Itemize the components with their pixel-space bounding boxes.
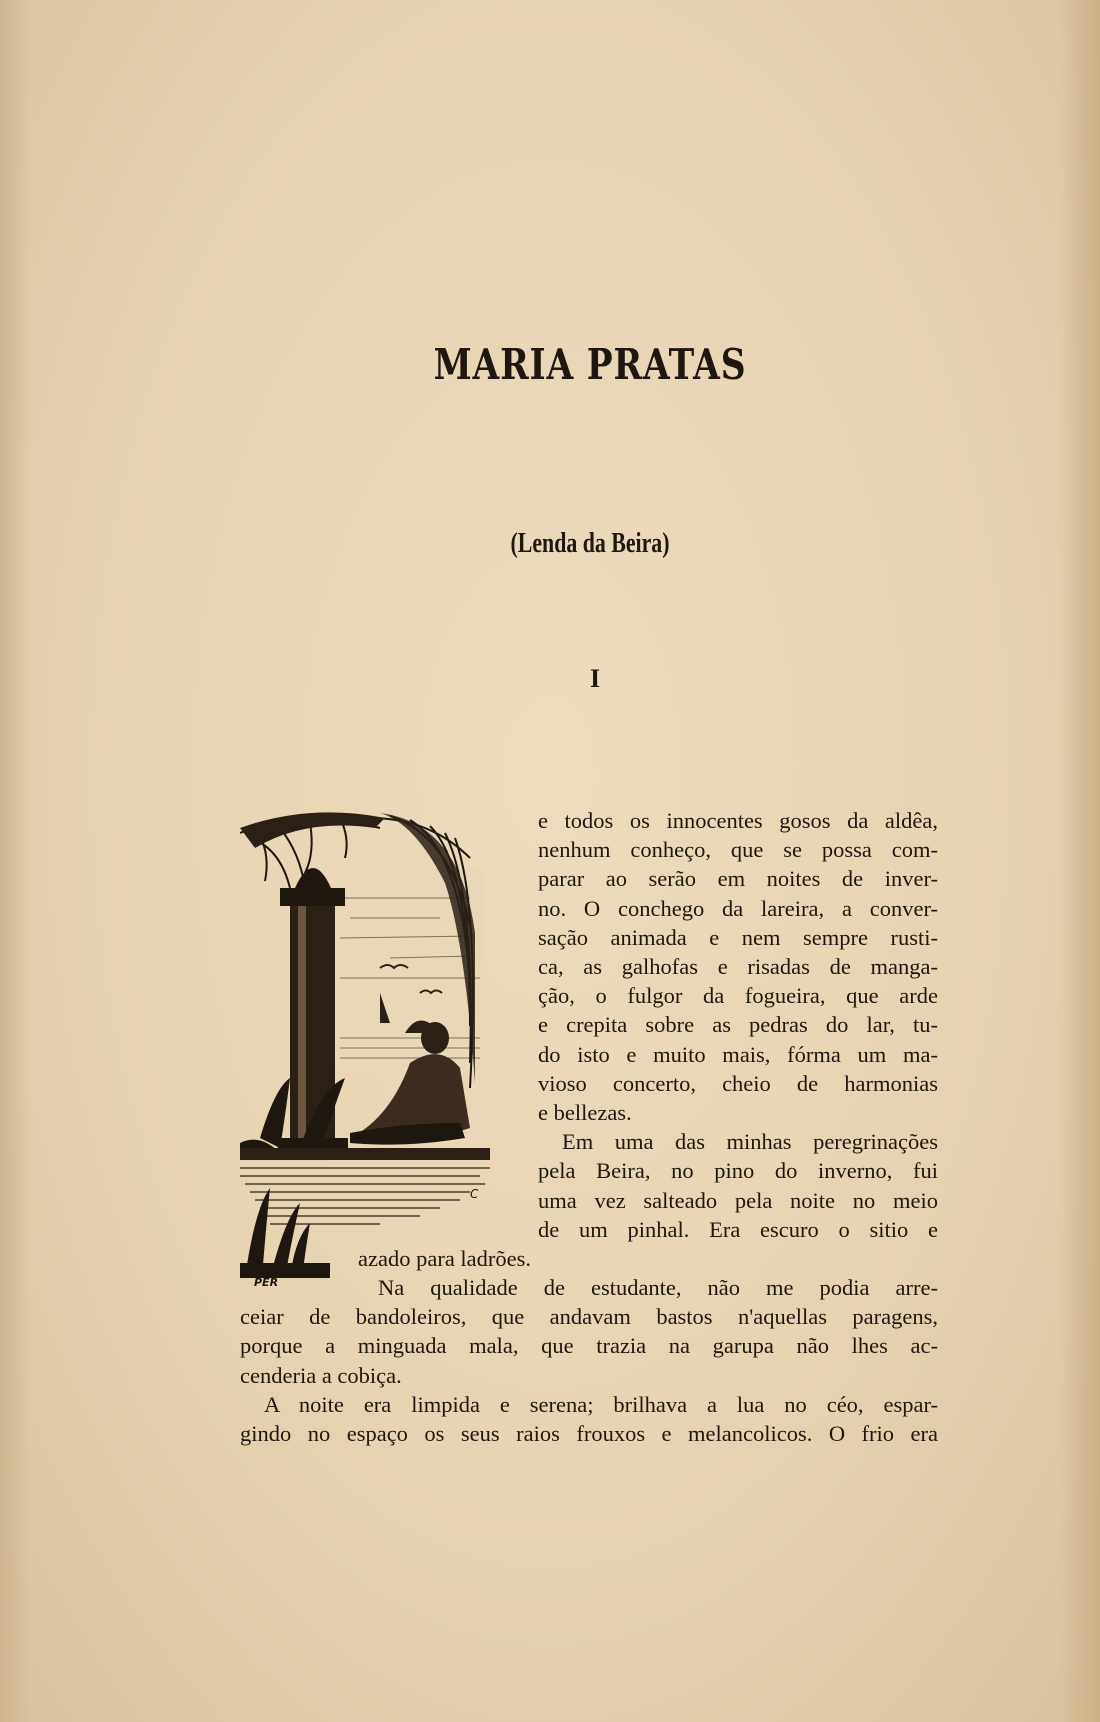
- text-line: ceiar de bandoleiros, que andavam bastos n'aquellas paragens,: [240, 1304, 938, 1330]
- chapter-title: MARIA PRATAS: [433, 340, 747, 389]
- engraver-signature: PER: [254, 1276, 279, 1289]
- text-line: sação animada e nem sempre rusti-: [538, 924, 938, 950]
- paragraph-full-width: [240, 1273, 938, 1448]
- page-edge-left: [0, 0, 30, 1722]
- text-line: pela Beira, no pino do inverno, fui: [538, 1158, 938, 1184]
- paragraph-tail: [358, 1244, 758, 1273]
- text-line: do isto e muito mais, fórma um ma-: [538, 1041, 938, 1067]
- text-line: gindo no espaço os seus raios frouxos e melancolicos. O frio era: [240, 1421, 938, 1447]
- text-line: cenderia a cobiça.: [240, 1362, 402, 1388]
- text-line: porque a minguada mala, que trazia na garupa não lhes ac-: [240, 1333, 938, 1359]
- page-edge-right: [1060, 0, 1100, 1722]
- svg-text:C: C: [470, 1187, 479, 1201]
- text-line: no. O conchego da lareira, a conver-: [538, 895, 938, 921]
- text-line: e bellezas.: [538, 1100, 632, 1126]
- text-line: Na qualidade de estudante, não me podia arre-: [378, 1275, 938, 1300]
- text-line: parar ao serão em noites de inver-: [538, 866, 938, 892]
- text-line: ca, as galhofas e risadas de manga-: [538, 954, 938, 980]
- text-line: e crepita sobre as pedras do lar, tu-: [538, 1012, 938, 1038]
- drop-cap-engraving-icon: [240, 808, 518, 1298]
- chapter-subtitle: (Lenda da Beira): [510, 528, 670, 559]
- text-line: Em uma das minhas peregrinações: [562, 1129, 938, 1155]
- text-line: ção, o fulgor da fogueira, que arde: [538, 983, 938, 1009]
- text-line: A noite era limpida e serena; brilhava a lua no céo, espar-: [264, 1391, 938, 1417]
- text-line: de um pinhal. Era escuro o sitio e: [538, 1216, 938, 1242]
- text-line: uma vez salteado pela noite no meio: [538, 1187, 938, 1213]
- text-line: nenhum conheço, que se possa com-: [538, 837, 938, 863]
- text-line: vioso concerto, cheio de harmonias: [538, 1070, 938, 1096]
- text-line: e todos os innocentes gosos da aldêa,: [538, 808, 938, 833]
- paragraph-beside-illustration: [538, 806, 938, 1244]
- section-number: I: [589, 664, 601, 693]
- text-line: azado para ladrões.: [358, 1246, 532, 1271]
